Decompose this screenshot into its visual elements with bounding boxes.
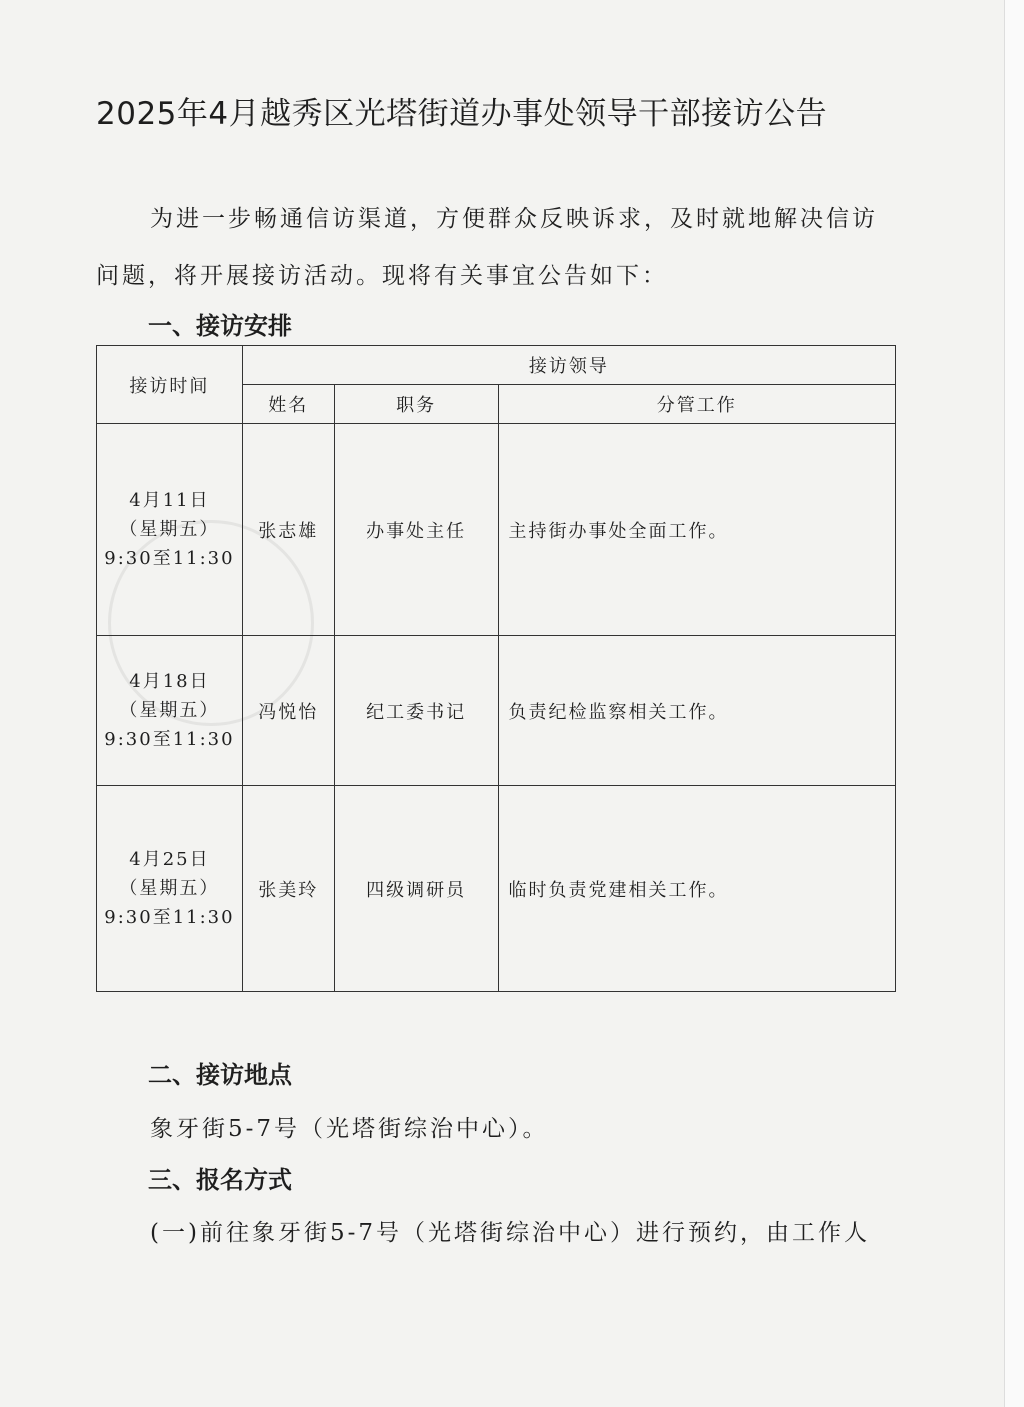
- time: 9:30至11:30: [104, 548, 235, 569]
- section-heading-location: 二、接访地点: [148, 1061, 292, 1089]
- header-time: 接访时间: [97, 346, 243, 424]
- table-row: [97, 424, 896, 636]
- date: 4月18日: [129, 671, 210, 692]
- time: 9:30至11:30: [104, 907, 235, 928]
- intro-paragraph-line1: 为进一步畅通信访渠道，方便群众反映诉求，及时就地解决信访: [150, 206, 878, 232]
- section-heading-arrangement: 一、接访安排: [148, 312, 292, 340]
- name-cell: 张美玲: [242, 786, 334, 992]
- time-cell: [97, 424, 243, 636]
- position-cell: 纪工委书记: [334, 636, 498, 786]
- table-row: [97, 786, 896, 992]
- work-cell: 负责纪检监察相关工作。: [498, 636, 896, 786]
- time-cell: [97, 636, 243, 786]
- weekday: （星期五）: [119, 519, 220, 540]
- header-work: 分管工作: [498, 385, 896, 424]
- schedule-table: [96, 345, 896, 992]
- time: 9:30至11:30: [104, 729, 235, 750]
- weekday: （星期五）: [119, 878, 220, 899]
- weekday: （星期五）: [119, 700, 220, 721]
- date: 4月25日: [129, 849, 210, 870]
- registration-method-1: (一)前往象牙街5-7号（光塔街综治中心）进行预约，由工作人: [150, 1220, 870, 1246]
- header-position: 职务: [334, 385, 498, 424]
- document-title: 2025年4月越秀区光塔街道办事处领导干部接访公告: [96, 96, 828, 132]
- name-cell: 冯悦怡: [242, 636, 334, 786]
- intro-paragraph-line2: 问题，将开展接访活动。现将有关事宜公告如下：: [96, 263, 668, 289]
- time-cell: [97, 786, 243, 992]
- section-heading-registration: 三、报名方式: [148, 1166, 292, 1194]
- location-text: 象牙街5-7号（光塔街综治中心）。: [150, 1116, 549, 1142]
- header-name: 姓名: [242, 385, 334, 424]
- position-cell: 办事处主任: [334, 424, 498, 636]
- table-row: [97, 636, 896, 786]
- header-leader: 接访领导: [242, 346, 895, 385]
- date: 4月11日: [129, 490, 210, 511]
- position-cell: 四级调研员: [334, 786, 498, 992]
- work-cell: 主持街办事处全面工作。: [498, 424, 896, 636]
- scan-edge: [1004, 0, 1024, 1407]
- name-cell: 张志雄: [242, 424, 334, 636]
- work-cell: 临时负责党建相关工作。: [498, 786, 896, 992]
